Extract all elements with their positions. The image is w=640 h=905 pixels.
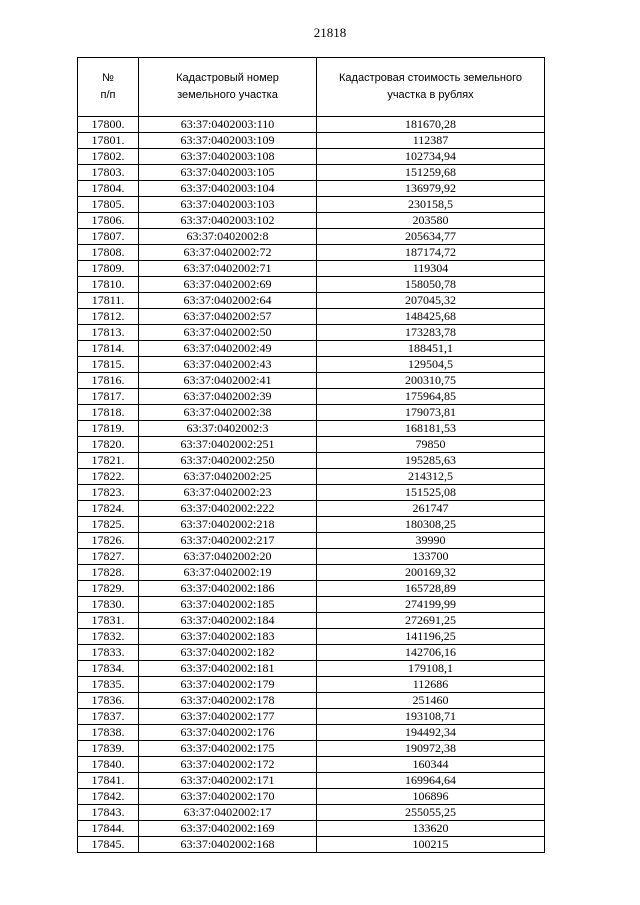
table-row [78,117,545,133]
header-number: № п/п [78,58,139,117]
row-number: 17845. [78,837,139,853]
table-row [78,165,545,181]
cadastral-value: 151525,08 [317,485,545,501]
cadastral-value: 119304 [317,261,545,277]
cadastral-number: 63:37:0402002:184 [139,613,317,629]
table-row [78,613,545,629]
row-number: 17844. [78,821,139,837]
row-number: 17836. [78,693,139,709]
cadastral-number: 63:37:0402002:183 [139,629,317,645]
table-row [78,757,545,773]
cadastral-value: 261747 [317,501,545,517]
cadastral-value: 179108,1 [317,661,545,677]
table-row [78,245,545,261]
row-number: 17833. [78,645,139,661]
row-number: 17815. [78,357,139,373]
row-number: 17821. [78,453,139,469]
row-number: 17830. [78,597,139,613]
cadastral-value: 175964,85 [317,389,545,405]
cadastral-number: 63:37:0402002:41 [139,373,317,389]
cadastral-value: 194492,34 [317,725,545,741]
row-number: 17840. [78,757,139,773]
table-row [78,533,545,549]
cadastral-number: 63:37:0402002:170 [139,789,317,805]
cadastral-value: 151259,68 [317,165,545,181]
cadastral-value: 190972,38 [317,741,545,757]
table-row [78,773,545,789]
table-row [78,421,545,437]
table-row [78,501,545,517]
cadastral-number: 63:37:0402003:109 [139,133,317,149]
row-number: 17837. [78,709,139,725]
cadastral-number: 63:37:0402002:177 [139,709,317,725]
row-number: 17835. [78,677,139,693]
header-cadastral-value: Кадастровая стоимость земельного участка в рублях [317,58,545,117]
cadastral-value: 133620 [317,821,545,837]
row-number: 17823. [78,485,139,501]
cadastral-number: 63:37:0402002:218 [139,517,317,533]
cadastral-number: 63:37:0402003:103 [139,197,317,213]
cadastral-number: 63:37:0402002:185 [139,597,317,613]
cadastral-number: 63:37:0402002:20 [139,549,317,565]
cadastral-value: 205634,77 [317,229,545,245]
cadastral-number: 63:37:0402002:71 [139,261,317,277]
cadastral-value: 112387 [317,133,545,149]
table-row [78,197,545,213]
table-header-row [78,58,545,117]
table-row [78,341,545,357]
cadastral-number: 63:37:0402002:50 [139,325,317,341]
cadastral-value: 193108,71 [317,709,545,725]
row-number: 17826. [78,533,139,549]
cadastral-table [77,57,545,853]
row-number: 17800. [78,117,139,133]
row-number: 17834. [78,661,139,677]
row-number: 17839. [78,741,139,757]
cadastral-value: 160344 [317,757,545,773]
table-body [78,117,545,853]
table-row [78,693,545,709]
table-row [78,741,545,757]
table-row [78,725,545,741]
header-cadastral-number: Кадастровый номер земельного участка [139,58,317,117]
row-number: 17842. [78,789,139,805]
cadastral-number: 63:37:0402002:43 [139,357,317,373]
cadastral-number: 63:37:0402002:64 [139,293,317,309]
row-number: 17825. [78,517,139,533]
row-number: 17824. [78,501,139,517]
table-row [78,549,545,565]
cadastral-number: 63:37:0402002:38 [139,405,317,421]
cadastral-value: 180308,25 [317,517,545,533]
cadastral-value: 214312,5 [317,469,545,485]
cadastral-value: 141196,25 [317,629,545,645]
cadastral-number: 63:37:0402002:176 [139,725,317,741]
row-number: 17803. [78,165,139,181]
cadastral-number: 63:37:0402002:8 [139,229,317,245]
cadastral-number: 63:37:0402003:105 [139,165,317,181]
cadastral-value: 168181,53 [317,421,545,437]
cadastral-value: 129504,5 [317,357,545,373]
row-number: 17828. [78,565,139,581]
table-row [78,517,545,533]
cadastral-value: 133700 [317,549,545,565]
cadastral-value: 136979,92 [317,181,545,197]
cadastral-number: 63:37:0402002:222 [139,501,317,517]
cadastral-value: 102734,94 [317,149,545,165]
cadastral-number: 63:37:0402003:108 [139,149,317,165]
table-row [78,261,545,277]
table-row [78,437,545,453]
cadastral-value: 200310,75 [317,373,545,389]
cadastral-value: 158050,78 [317,277,545,293]
row-number: 17820. [78,437,139,453]
row-number: 17822. [78,469,139,485]
cadastral-value: 181670,28 [317,117,545,133]
row-number: 17808. [78,245,139,261]
table-row [78,453,545,469]
cadastral-value: 165728,89 [317,581,545,597]
cadastral-value: 187174,72 [317,245,545,261]
table-row [78,309,545,325]
cadastral-value: 79850 [317,437,545,453]
cadastral-number: 63:37:0402002:49 [139,341,317,357]
row-number: 17804. [78,181,139,197]
cadastral-number: 63:37:0402002:168 [139,837,317,853]
table-row [78,405,545,421]
cadastral-number: 63:37:0402002:57 [139,309,317,325]
row-number: 17817. [78,389,139,405]
table-row [78,149,545,165]
cadastral-number: 63:37:0402002:17 [139,805,317,821]
row-number: 17832. [78,629,139,645]
cadastral-value: 106896 [317,789,545,805]
cadastral-number: 63:37:0402002:179 [139,677,317,693]
cadastral-value: 39990 [317,533,545,549]
table-row [78,821,545,837]
cadastral-number: 63:37:0402003:110 [139,117,317,133]
cadastral-value: 179073,81 [317,405,545,421]
cadastral-number: 63:37:0402002:19 [139,565,317,581]
cadastral-number: 63:37:0402002:72 [139,245,317,261]
row-number: 17841. [78,773,139,789]
cadastral-number: 63:37:0402002:169 [139,821,317,837]
cadastral-value: 169964,64 [317,773,545,789]
table-row [78,213,545,229]
row-number: 17813. [78,325,139,341]
table-row [78,645,545,661]
cadastral-number: 63:37:0402003:102 [139,213,317,229]
row-number: 17812. [78,309,139,325]
row-number: 17831. [78,613,139,629]
cadastral-value: 148425,68 [317,309,545,325]
cadastral-value: 274199,99 [317,597,545,613]
cadastral-number: 63:37:0402002:39 [139,389,317,405]
row-number: 17816. [78,373,139,389]
table-row [78,181,545,197]
table-row [78,565,545,581]
cadastral-value: 100215 [317,837,545,853]
cadastral-value: 188451,1 [317,341,545,357]
row-number: 17807. [78,229,139,245]
row-number: 17818. [78,405,139,421]
cadastral-value: 230158,5 [317,197,545,213]
cadastral-value: 255055,25 [317,805,545,821]
table-row [78,485,545,501]
table-row [78,629,545,645]
table-row [78,277,545,293]
table-row [78,581,545,597]
cadastral-number: 63:37:0402002:181 [139,661,317,677]
table-row [78,373,545,389]
row-number: 17827. [78,549,139,565]
row-number: 17843. [78,805,139,821]
cadastral-number: 63:37:0402002:186 [139,581,317,597]
table-row [78,661,545,677]
row-number: 17801. [78,133,139,149]
cadastral-number: 63:37:0402002:251 [139,437,317,453]
row-number: 17838. [78,725,139,741]
cadastral-value: 272691,25 [317,613,545,629]
page-number: 21818 [313,25,347,40]
cadastral-number: 63:37:0402002:250 [139,453,317,469]
row-number: 17819. [78,421,139,437]
cadastral-value: 112686 [317,677,545,693]
row-number: 17829. [78,581,139,597]
cadastral-number: 63:37:0402002:69 [139,277,317,293]
cadastral-value: 207045,32 [317,293,545,309]
table-row [78,133,545,149]
row-number: 17809. [78,261,139,277]
row-number: 17805. [78,197,139,213]
cadastral-number: 63:37:0402002:3 [139,421,317,437]
cadastral-number: 63:37:0402002:178 [139,693,317,709]
cadastral-number: 63:37:0402002:25 [139,469,317,485]
table-row [78,469,545,485]
cadastral-value: 251460 [317,693,545,709]
cadastral-number: 63:37:0402002:175 [139,741,317,757]
cadastral-value: 142706,16 [317,645,545,661]
table-row [78,597,545,613]
cadastral-number: 63:37:0402003:104 [139,181,317,197]
table-row [78,677,545,693]
row-number: 17814. [78,341,139,357]
cadastral-value: 195285,63 [317,453,545,469]
table-row [78,389,545,405]
table-row [78,293,545,309]
cadastral-number: 63:37:0402002:182 [139,645,317,661]
row-number: 17811. [78,293,139,309]
cadastral-value: 173283,78 [317,325,545,341]
table-row [78,709,545,725]
row-number: 17806. [78,213,139,229]
cadastral-number: 63:37:0402002:172 [139,757,317,773]
cadastral-value: 200169,32 [317,565,545,581]
row-number: 17810. [78,277,139,293]
table-row [78,357,545,373]
table-row [78,789,545,805]
table-row [78,805,545,821]
cadastral-value: 203580 [317,213,545,229]
table-row [78,325,545,341]
table-row [78,229,545,245]
cadastral-number: 63:37:0402002:171 [139,773,317,789]
cadastral-number: 63:37:0402002:23 [139,485,317,501]
cadastral-number: 63:37:0402002:217 [139,533,317,549]
table-row [78,837,545,853]
row-number: 17802. [78,149,139,165]
